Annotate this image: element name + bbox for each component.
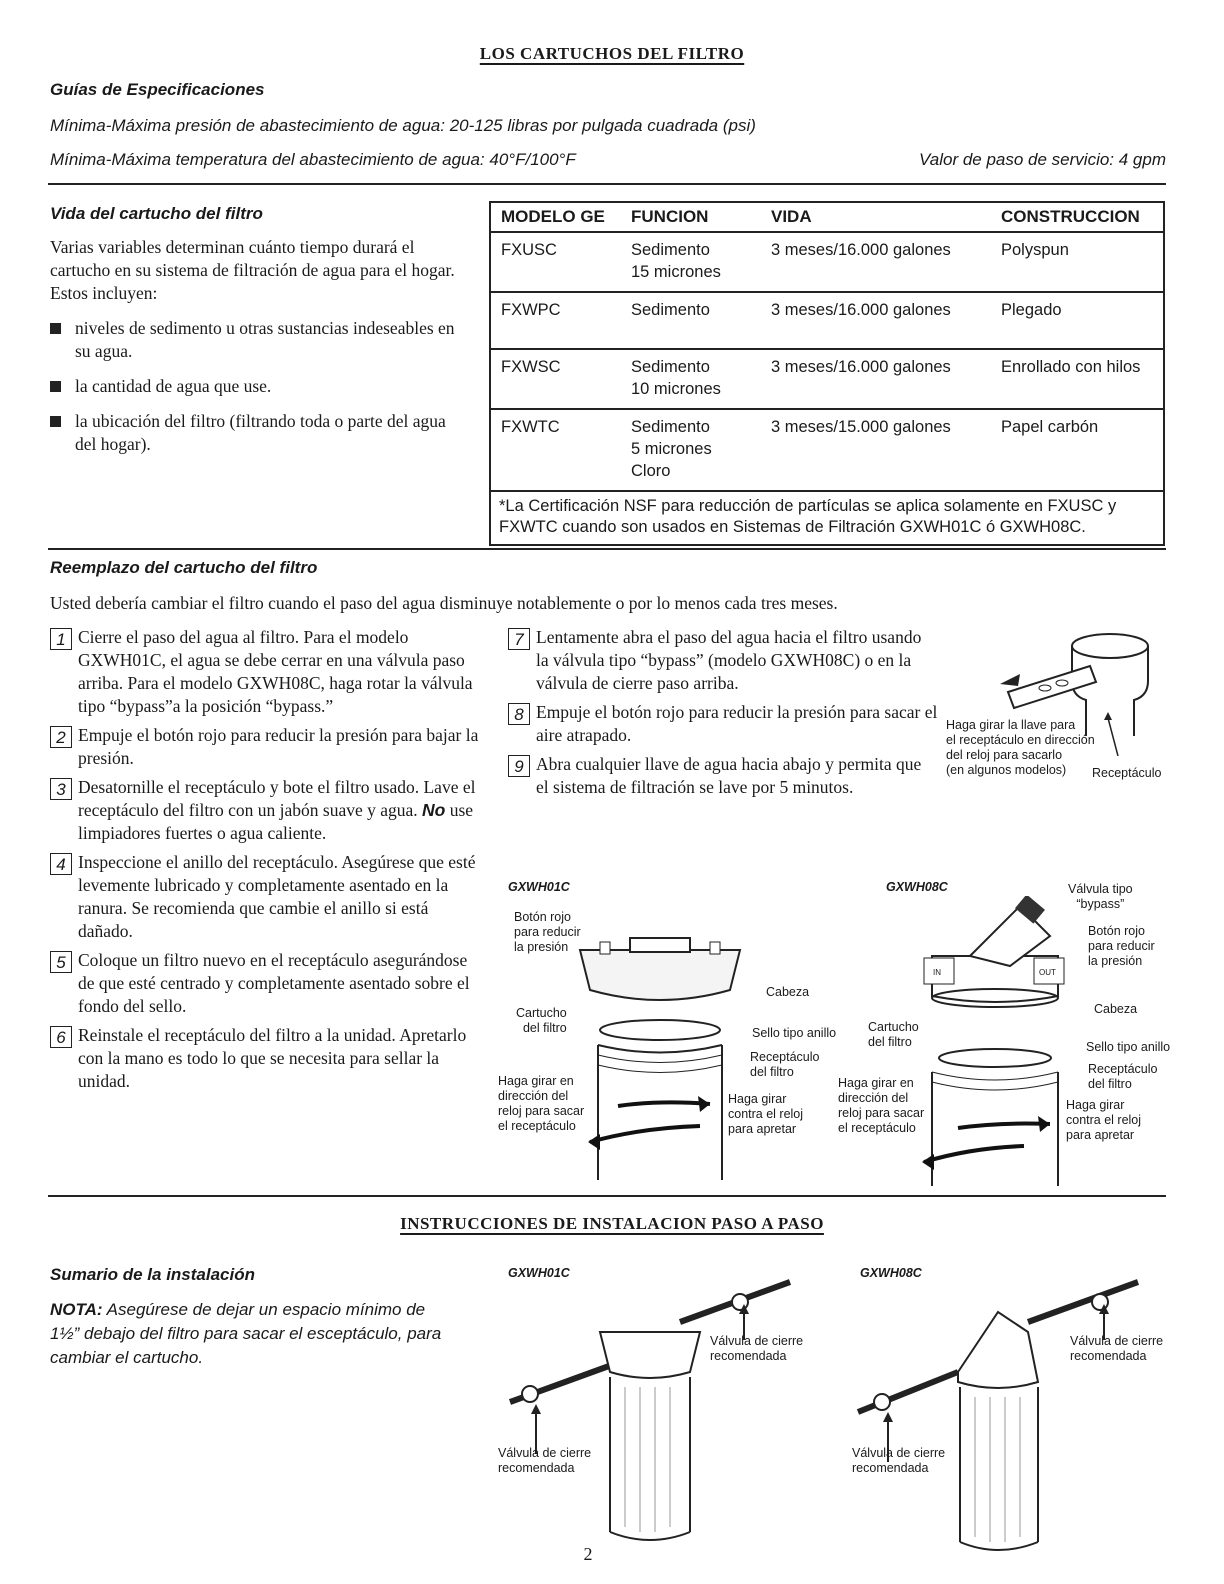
- label-bypass: Válvula tipo “bypass”: [1068, 882, 1133, 911]
- label-in: IN: [933, 968, 941, 977]
- col-construction: CONSTRUCCION: [991, 203, 1163, 232]
- cell-life: 3 meses/16.000 galones: [761, 232, 991, 292]
- list-item: [50, 410, 470, 456]
- install-diagram-left: [500, 1262, 800, 1552]
- label-oring-right: Sello tipo anillo: [1086, 1040, 1171, 1054]
- install-heading: Sumario de la instalación: [50, 1265, 256, 1284]
- steps-right: [508, 626, 938, 805]
- step-9: [508, 753, 938, 799]
- cell-model: FXUSC: [491, 232, 621, 292]
- caption-line: (en algunos modelos): [946, 763, 1067, 777]
- section-title-install: INSTRUCCIONES DE INSTALACION PASO A PASO: [400, 1214, 824, 1233]
- function-line: Sedimento: [631, 358, 710, 376]
- label-receptacle: Receptáculo del filtro: [750, 1050, 820, 1079]
- divider: [48, 548, 1166, 550]
- cell-model: FXWTC: [491, 409, 621, 491]
- page-number: 2: [583, 1544, 593, 1564]
- function-line: 15 micrones: [631, 263, 721, 281]
- step-number-box: 4: [50, 853, 72, 875]
- label-head: Cabeza: [766, 985, 810, 999]
- label-tighten-right: Haga girar contra el reloj para apretar: [1066, 1098, 1142, 1142]
- label-remove-right: Haga girar en dirección del reloj para sacar el receptáculo: [838, 1076, 925, 1135]
- step-number-box: 5: [50, 951, 72, 973]
- cell-construction: Papel carbón: [991, 409, 1163, 491]
- replacement-intro: Usted debería cambiar el filtro cuando el paso del agua disminuye notablemente o por lo menos cada tres meses.: [50, 593, 838, 613]
- table-row: [491, 349, 1163, 409]
- table-header-row: [491, 203, 1163, 232]
- step-number-box: 7: [508, 628, 530, 650]
- step-text: Lentamente abra el paso del agua hacia el filtro usando la válvula tipo “bypass” (modelo GXWH08C) o en la válvula de cierre paso arriba.: [536, 627, 922, 693]
- install-left-model: GXWH01C: [508, 1266, 570, 1280]
- cell-function: [621, 349, 761, 409]
- install-note: [50, 1298, 450, 1370]
- steps-left: [50, 626, 480, 1099]
- spec-heading: Guías de Especificaciones: [50, 80, 265, 99]
- cell-life: 3 meses/16.000 galones: [761, 292, 991, 349]
- function-line: Cloro: [631, 462, 671, 480]
- step-text: Abra cualquier llave de agua hacia abajo y permita que el sistema de filtración se lave por 5 minutos.: [536, 754, 922, 797]
- col-model: MODELO GE: [491, 203, 621, 232]
- bullet-icon: [50, 323, 61, 334]
- life-intro: Varias variables determinan cuánto tiempo durará el cartucho en su sistema de filtración de agua para el hogar. Estos incluyen:: [50, 237, 455, 303]
- function-line: 5 micrones: [631, 440, 712, 458]
- replacement-heading: Reemplazo del cartucho del filtro: [50, 558, 318, 577]
- install-right-model: GXWH08C: [860, 1266, 922, 1280]
- spec-pressure: Mínima-Máxima presión de abastecimiento de agua: 20-125 libras por pulgada cuadrada (psi): [50, 116, 756, 135]
- section-title-filter: LOS CARTUCHOS DEL FILTRO: [479, 44, 745, 63]
- cell-construction: Enrollado con hilos: [991, 349, 1163, 409]
- step-number-box: 3: [50, 778, 72, 800]
- step-text: Empuje el botón rojo para reducir la presión para sacar el aire atrapado.: [536, 702, 938, 745]
- divider: [48, 1195, 1166, 1197]
- valve-label-left-lower: Válvula de cierre recomendada: [498, 1446, 592, 1475]
- step-number-box: 1: [50, 628, 72, 650]
- bullet-text: la ubicación del filtro (filtrando toda o parte del agua del hogar).: [75, 411, 446, 454]
- filter-exploded-diagram-left: [560, 920, 760, 1180]
- step-number-box: 9: [508, 755, 530, 777]
- bullet-text: la cantidad de agua que use.: [75, 376, 272, 396]
- caption-line: el receptáculo en dirección: [946, 733, 1095, 747]
- cell-construction: Plegado: [991, 292, 1163, 349]
- step-8: [508, 701, 938, 747]
- caption-line: del reloj para sacarlo: [946, 748, 1063, 762]
- diagram-left-model: GXWH01C: [508, 880, 570, 894]
- spec-temperature: Mínima-Máxima temperatura del abastecimiento de agua: 40°F/100°F: [50, 150, 576, 169]
- list-item: [50, 317, 470, 363]
- install-diagram-right: [848, 1262, 1148, 1562]
- caption-line: Haga girar la llave para: [946, 718, 1076, 732]
- step-2: [50, 724, 480, 770]
- spec-flow: Valor de paso de servicio: 4 gpm: [919, 150, 1166, 169]
- step-number-box: 2: [50, 726, 72, 748]
- table-footnote: *La Certificación NSF para reducción de partículas se aplica solamente en FXUSC y FXWTC cuando son usados en Sistemas de Filtración GXWH01C ó GXWH08C.: [499, 497, 1117, 536]
- life-heading: Vida del cartucho del filtro: [50, 204, 263, 223]
- table-footnote-row: [491, 491, 1163, 544]
- label-red-button-right: Botón rojo para reducir la presión: [1088, 924, 1155, 968]
- cell-model: FXWPC: [491, 292, 621, 349]
- label-remove: Haga girar en dirección del reloj para sacar el receptáculo: [498, 1074, 585, 1133]
- cartridge-table: [489, 201, 1165, 546]
- wrench-receptacle-label: Receptáculo: [1092, 766, 1162, 780]
- cell-life: 3 meses/16.000 galones: [761, 349, 991, 409]
- function-line: Sedimento: [631, 418, 710, 436]
- step-number-box: 8: [508, 703, 530, 725]
- bullet-text: niveles de sedimento u otras sustancias indeseables en su agua.: [75, 318, 455, 361]
- step-4: [50, 851, 480, 943]
- cell-function: [621, 292, 761, 349]
- cell-function: [621, 409, 761, 491]
- valve-label-left-upper: Válvula de cierre recomendada: [710, 1334, 804, 1363]
- valve-label-right-lower: Válvula de cierre recomendada: [852, 1446, 946, 1475]
- step-number-box: 6: [50, 1026, 72, 1048]
- diagram-right-model: GXWH08C: [886, 880, 948, 894]
- function-line: 10 micrones: [631, 380, 721, 398]
- note-text: Asegúrese de dejar un espacio mínimo de 1½” debajo del filtro para sacar el esceptáculo, para cambiar el cartucho.: [50, 1300, 442, 1367]
- col-life: VIDA: [761, 203, 991, 232]
- label-cartridge-right: Cartucho del filtro: [868, 1020, 919, 1049]
- cell-function: [621, 232, 761, 292]
- label-receptacle-right: Receptáculo del filtro: [1088, 1062, 1158, 1091]
- filter-exploded-diagram-right: [900, 896, 1090, 1186]
- step-text: Reinstale el receptáculo del filtro a la unidad. Apretarlo con la mano es todo lo que se necesita para sellar la unidad.: [78, 1025, 467, 1091]
- step-6: [50, 1024, 480, 1093]
- bullet-icon: [50, 381, 61, 392]
- function-line: Sedimento: [631, 301, 710, 319]
- table-row: [491, 292, 1163, 349]
- label-head-right: Cabeza: [1094, 1002, 1138, 1016]
- wrench-caption: [946, 718, 1095, 778]
- valve-label-right-upper: Válvula de cierre recomendada: [1070, 1334, 1164, 1363]
- step-3: [50, 776, 480, 845]
- table-row: [491, 232, 1163, 292]
- step-text: Empuje el botón rojo para reducir la presión para bajar la presión.: [78, 725, 479, 768]
- col-function: FUNCION: [621, 203, 761, 232]
- step-5: [50, 949, 480, 1018]
- cell-model: FXWSC: [491, 349, 621, 409]
- note-label: NOTA:: [50, 1300, 103, 1319]
- step-1: [50, 626, 480, 718]
- list-item: [50, 375, 470, 398]
- divider: [48, 183, 1166, 185]
- label-out: OUT: [1039, 968, 1056, 977]
- bullet-icon: [50, 416, 61, 427]
- label-tighten: Haga girar contra el reloj para apretar: [728, 1092, 804, 1136]
- step-text: Coloque un filtro nuevo en el receptáculo asegurándose de que esté centrado y completamente asentado sobre el fondo del sello.: [78, 950, 470, 1016]
- step-7: [508, 626, 938, 695]
- step-text: Inspeccione el anillo del receptáculo. Asegúrese que esté levemente lubricado y completamente asentado en la ranura. Se recomienda que cambie el anillo si está dañado.: [78, 852, 476, 941]
- cell-life: 3 meses/15.000 galones: [761, 409, 991, 491]
- cell-construction: Polyspun: [991, 232, 1163, 292]
- step-text: Desatornille el receptáculo y bote el filtro usado. Lave el receptáculo del filtro con un jabón suave y agua. No use limpiadores fuertes o agua caliente.: [78, 777, 476, 843]
- life-body: [50, 236, 470, 456]
- step-text: Cierre el paso del agua al filtro. Para el modelo GXWH01C, el agua se debe cerrar en una válvula paso arriba. Para el modelo GXWH08C, haga rotar la válvula tipo “bypass”a la posición “bypass.”: [78, 627, 473, 716]
- label-cartridge: Cartucho del filtro: [516, 1006, 567, 1035]
- label-red-button: Botón rojo para reducir la presión: [514, 910, 581, 954]
- table-row: [491, 409, 1163, 491]
- emphasis-no: No: [422, 800, 446, 820]
- function-line: Sedimento: [631, 241, 710, 259]
- label-oring: Sello tipo anillo: [752, 1026, 837, 1040]
